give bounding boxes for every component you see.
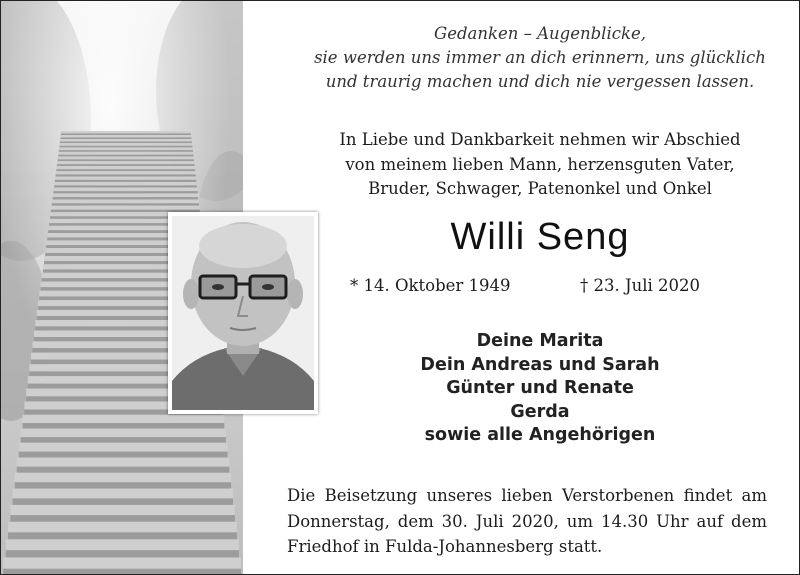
poem-line: sie werden uns immer an dich erinnern, uns glücklich (314, 48, 766, 67)
death-date: † 23. Juli 2020 (580, 276, 701, 295)
intro-line: von meinem lieben Mann, herzensguten Vater, (345, 154, 735, 174)
mourner: Gerda (510, 401, 570, 422)
burial-notice: Die Beisetzung unseres lieben Verstorbenen findet am Donnerstag, dem 30. Juli 2020, um 14.30 Uhr auf dem Friedhof in Fulda-Johannesberg statt. (287, 486, 767, 556)
intro-line: In Liebe und Dankbarkeit nehmen wir Abschied (339, 130, 741, 149)
mourner: sowie alle Angehörigen (424, 425, 656, 445)
deceased-name: Willi Seng (450, 216, 630, 258)
farewell-text (290, 128, 790, 202)
mourner: Günter und Renate (446, 378, 634, 398)
mourner: Deine Marita (476, 331, 604, 351)
poem-line: Gedanken – Augenblicke, (434, 24, 646, 43)
poem-line: und traurig machen und dich nie vergessen lassen. (325, 72, 755, 91)
memorial-poem (290, 22, 790, 94)
mourner: Dein Andreas und Sarah (420, 354, 660, 375)
mourners-list (290, 330, 790, 448)
birth-date: * 14. Oktober 1949 (350, 276, 511, 295)
intro-line: Bruder, Schwager, Patenonkel und Onkel (368, 179, 712, 198)
